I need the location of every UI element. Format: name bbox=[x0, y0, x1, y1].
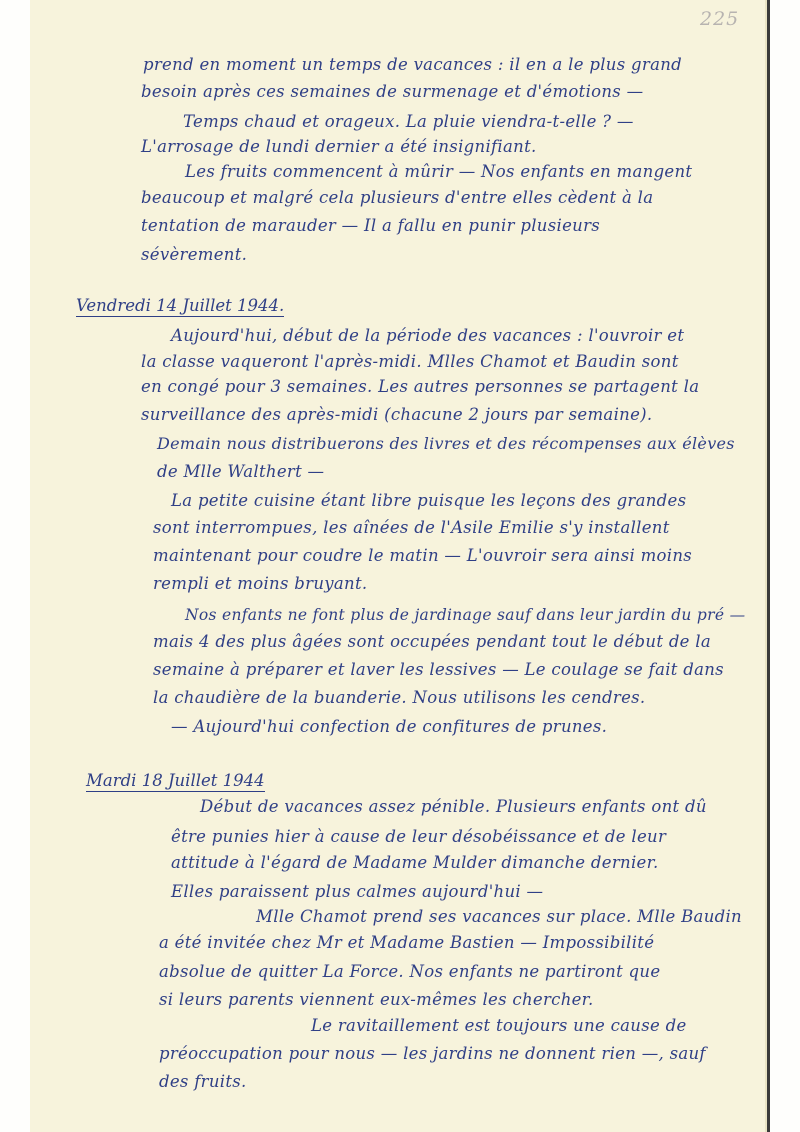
page-number: 225 bbox=[700, 8, 740, 30]
text-line: si leurs parents viennent eux-mêmes les chercher. bbox=[159, 990, 594, 1009]
text-line: la classe vaqueront l'après-midi. Mlles Chamot et Baudin sont bbox=[141, 352, 679, 371]
text-line: en congé pour 3 semaines. Les autres personnes se partagent la bbox=[141, 377, 700, 396]
text-line: besoin après ces semaines de surmenage et d'émotions — bbox=[141, 82, 644, 101]
text-line: prend en moment un temps de vacances : il en a le plus grand bbox=[143, 55, 683, 74]
text-line: être punies hier à cause de leur désobéissance et de leur bbox=[171, 827, 667, 846]
text-line: L'arrosage de lundi dernier a été insignifiant. bbox=[141, 137, 537, 156]
text-line: — Aujourd'hui confection de confitures de prunes. bbox=[171, 717, 608, 736]
text-line: mais 4 des plus âgées sont occupées pendant tout le début de la bbox=[153, 632, 712, 651]
text-line: semaine à préparer et laver les lessives — Le coulage se fait dans bbox=[153, 660, 724, 679]
text-line: absolue de quitter La Force. Nos enfants ne partiront que bbox=[159, 962, 661, 981]
text-line: sévèrement. bbox=[141, 245, 248, 264]
text-line: Le ravitaillement est toujours une cause de bbox=[311, 1016, 687, 1035]
text-line: maintenant pour coudre le matin — L'ouvroir sera ainsi moins bbox=[153, 546, 693, 565]
text-line: de Mlle Walthert — bbox=[157, 462, 325, 481]
entry-date-heading: Mardi 18 Juillet 1944 bbox=[86, 771, 265, 790]
text-line: Début de vacances assez pénible. Plusieurs enfants ont dû bbox=[200, 797, 707, 816]
text-line: des fruits. bbox=[159, 1072, 247, 1091]
page-edge bbox=[767, 0, 770, 1132]
text-line: attitude à l'égard de Madame Mulder dimanche dernier. bbox=[171, 853, 659, 872]
text-line: rempli et moins bruyant. bbox=[153, 574, 368, 593]
text-line: sont interrompues, les aînées de l'Asile Emilie s'y installent bbox=[153, 518, 670, 537]
text-line: tentation de marauder — Il a fallu en punir plusieurs bbox=[141, 216, 601, 235]
text-line: Elles paraissent plus calmes aujourd'hui — bbox=[171, 882, 544, 901]
text-line: Nos enfants ne font plus de jardinage sauf dans leur jardin du pré — bbox=[185, 606, 746, 624]
text-line: beaucoup et malgré cela plusieurs d'entre elles cèdent à la bbox=[141, 188, 654, 207]
text-line: la chaudière de la buanderie. Nous utilisons les cendres. bbox=[153, 688, 646, 707]
text-line: Demain nous distribuerons des livres et des récompenses aux élèves bbox=[157, 434, 735, 453]
entry-date-heading: Vendredi 14 Juillet 1944. bbox=[76, 296, 285, 315]
text-line: Les fruits commencent à mûrir — Nos enfants en mangent bbox=[185, 162, 693, 181]
text-line: Aujourd'hui, début de la période des vacances : l'ouvroir et bbox=[171, 326, 685, 345]
text-line: surveillance des après-midi (chacune 2 jours par semaine). bbox=[141, 405, 653, 424]
text-line: a été invitée chez Mr et Madame Bastien — Impossibilité bbox=[159, 933, 655, 952]
text-line: préoccupation pour nous — les jardins ne donnent rien —, sauf bbox=[159, 1044, 706, 1063]
text-line: Temps chaud et orageux. La pluie viendra-t-elle ? — bbox=[183, 112, 634, 131]
text-line: Mlle Chamot prend ses vacances sur place. Mlle Baudin bbox=[256, 907, 742, 926]
text-line: La petite cuisine étant libre puisque les leçons des grandes bbox=[171, 491, 687, 510]
